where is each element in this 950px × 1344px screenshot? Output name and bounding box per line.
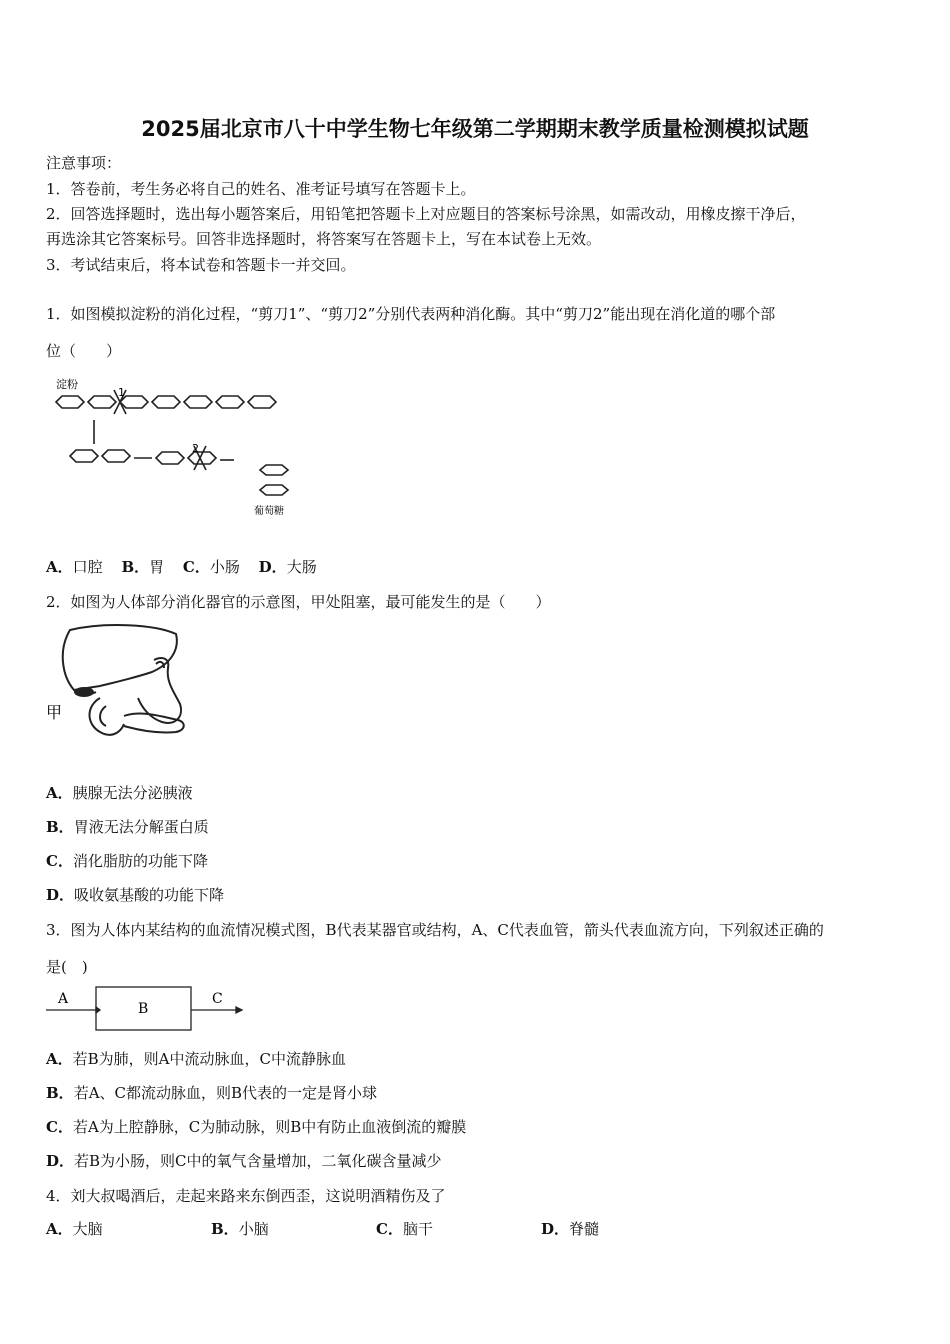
starch-digestion-figure: [52, 372, 302, 524]
notice-item-3: 3．考试结束后，将本试卷和答题卡一并交回。: [46, 256, 356, 274]
q2-option-a: 胰腺无法分泌胰液: [72, 784, 193, 802]
q4-option-a-row[interactable]: [46, 1218, 103, 1239]
q4-option-c: 脑干: [402, 1220, 433, 1238]
q2-option-c-row[interactable]: [46, 850, 208, 871]
q1-option-b[interactable]: 胃: [149, 558, 165, 576]
fig1-label-1: 1: [118, 386, 125, 399]
q3-option-b-letter: B．: [46, 1084, 74, 1102]
q2-stem: 2．如图为人体部分消化器官的示意图，甲处阻塞，最可能发生的是（ ）: [46, 593, 551, 611]
q4-option-a: 大脑: [72, 1220, 103, 1238]
q3-option-a-row[interactable]: [46, 1048, 346, 1069]
q4-option-c-row[interactable]: [376, 1218, 433, 1239]
q1-option-a[interactable]: 口腔: [72, 558, 103, 576]
blood-flow-figure: [44, 984, 248, 1034]
q2-option-d-letter: D．: [46, 886, 75, 904]
q2-option-c: 消化脂肪的功能下降: [72, 852, 208, 870]
page-title: 2025届北京市八十中学生物七年级第二学期期末教学质量检测模拟试题: [141, 117, 809, 141]
q1-option-c[interactable]: 小肠: [209, 558, 240, 576]
q1-option-b-letter: B．: [121, 558, 150, 576]
fig3-label-b: B: [138, 1001, 149, 1017]
fig3-label-a: A: [58, 991, 69, 1007]
notice-heading: 注意事项：: [46, 154, 122, 172]
q1-option-d-letter: D．: [258, 558, 287, 576]
notice-item-2-cont: 再选涂其它答案标号。回答非选择题时，将答案写在答题卡上，写在本试卷上无效。: [46, 230, 602, 248]
fig3-label-c: C: [212, 991, 223, 1007]
q3-option-d: 若B为小肠，则C中的氧气含量增加，二氧化碳含量减少: [74, 1152, 442, 1170]
q1-options: [46, 556, 317, 577]
q3-stem-line1: 3．图为人体内某结构的血流情况模式图，B代表某器官或结构，A、C代表血管，箭头代表血流方向，下列叙述正确的: [46, 921, 824, 939]
q1-option-c-letter: C．: [182, 558, 210, 576]
q3-option-c-row[interactable]: [46, 1116, 466, 1137]
q4-option-d-letter: D．: [541, 1220, 570, 1238]
q1-option-a-letter: A．: [46, 558, 73, 576]
notice-item-2: 2．回答选择题时，选出每小题答案后，用铅笔把答题卡上对应题目的答案标号涂黑，如需改动，用橡皮擦干净后，: [46, 205, 806, 223]
q3-option-a: 若B为肺，则A中流动脉血，C中流静脉血: [72, 1050, 346, 1068]
q3-stem-line2: 是( ): [46, 958, 88, 976]
q1-stem-line2: 位（ ）: [46, 342, 122, 360]
q4-option-d: 脊髓: [569, 1220, 600, 1238]
fig1-label-2: 2: [192, 442, 199, 455]
q3-option-b-row[interactable]: [46, 1082, 377, 1103]
q3-option-d-letter: D．: [46, 1152, 75, 1170]
q2-option-b-letter: B．: [46, 818, 74, 836]
fig1-label-product: 葡萄糖: [254, 506, 284, 517]
q4-option-d-row[interactable]: [541, 1218, 599, 1239]
q2-option-d: 吸收氨基酸的功能下降: [74, 886, 225, 904]
q3-option-d-row[interactable]: [46, 1150, 442, 1171]
q1-stem-line1: 1．如图模拟淀粉的消化过程，“剪刀1”、“剪刀2”分别代表两种消化酶。其中“剪刀2”能出现在消化道的哪个部: [46, 305, 776, 323]
q3-option-a-letter: A．: [46, 1050, 73, 1068]
q1-option-d[interactable]: 大肠: [286, 558, 317, 576]
q2-option-c-letter: C．: [46, 852, 73, 870]
q2-option-b-row[interactable]: [46, 816, 209, 837]
q2-option-b: 胃液无法分解蛋白质: [73, 818, 209, 836]
q4-option-b: 小脑: [238, 1220, 269, 1238]
fig1-label-starch: 淀粉: [56, 378, 78, 391]
q4-stem: 4．刘大叔喝酒后，走起来路来东倒西歪，这说明酒精伤及了: [46, 1187, 446, 1205]
q4-option-a-letter: A．: [46, 1220, 73, 1238]
q3-option-c-letter: C．: [46, 1118, 73, 1136]
q2-option-a-row[interactable]: [46, 782, 193, 803]
notice-item-1: 1．答卷前，考生务必将自己的姓名、准考证号填写在答题卡上。: [46, 180, 476, 198]
q2-option-d-row[interactable]: [46, 884, 224, 905]
fig2-label-jia: 甲: [46, 703, 63, 722]
q3-option-b: 若A、C都流动脉血，则B代表的一定是肾小球: [73, 1084, 378, 1102]
q4-option-b-row[interactable]: [211, 1218, 269, 1239]
q3-option-c: 若A为上腔静脉，C为肺动脉，则B中有防止血液倒流的瓣膜: [72, 1118, 467, 1136]
q4-option-c-letter: C．: [376, 1220, 403, 1238]
q2-option-a-letter: A．: [46, 784, 73, 802]
q4-option-b-letter: B．: [211, 1220, 239, 1238]
digestive-organs-figure: [44, 620, 194, 748]
